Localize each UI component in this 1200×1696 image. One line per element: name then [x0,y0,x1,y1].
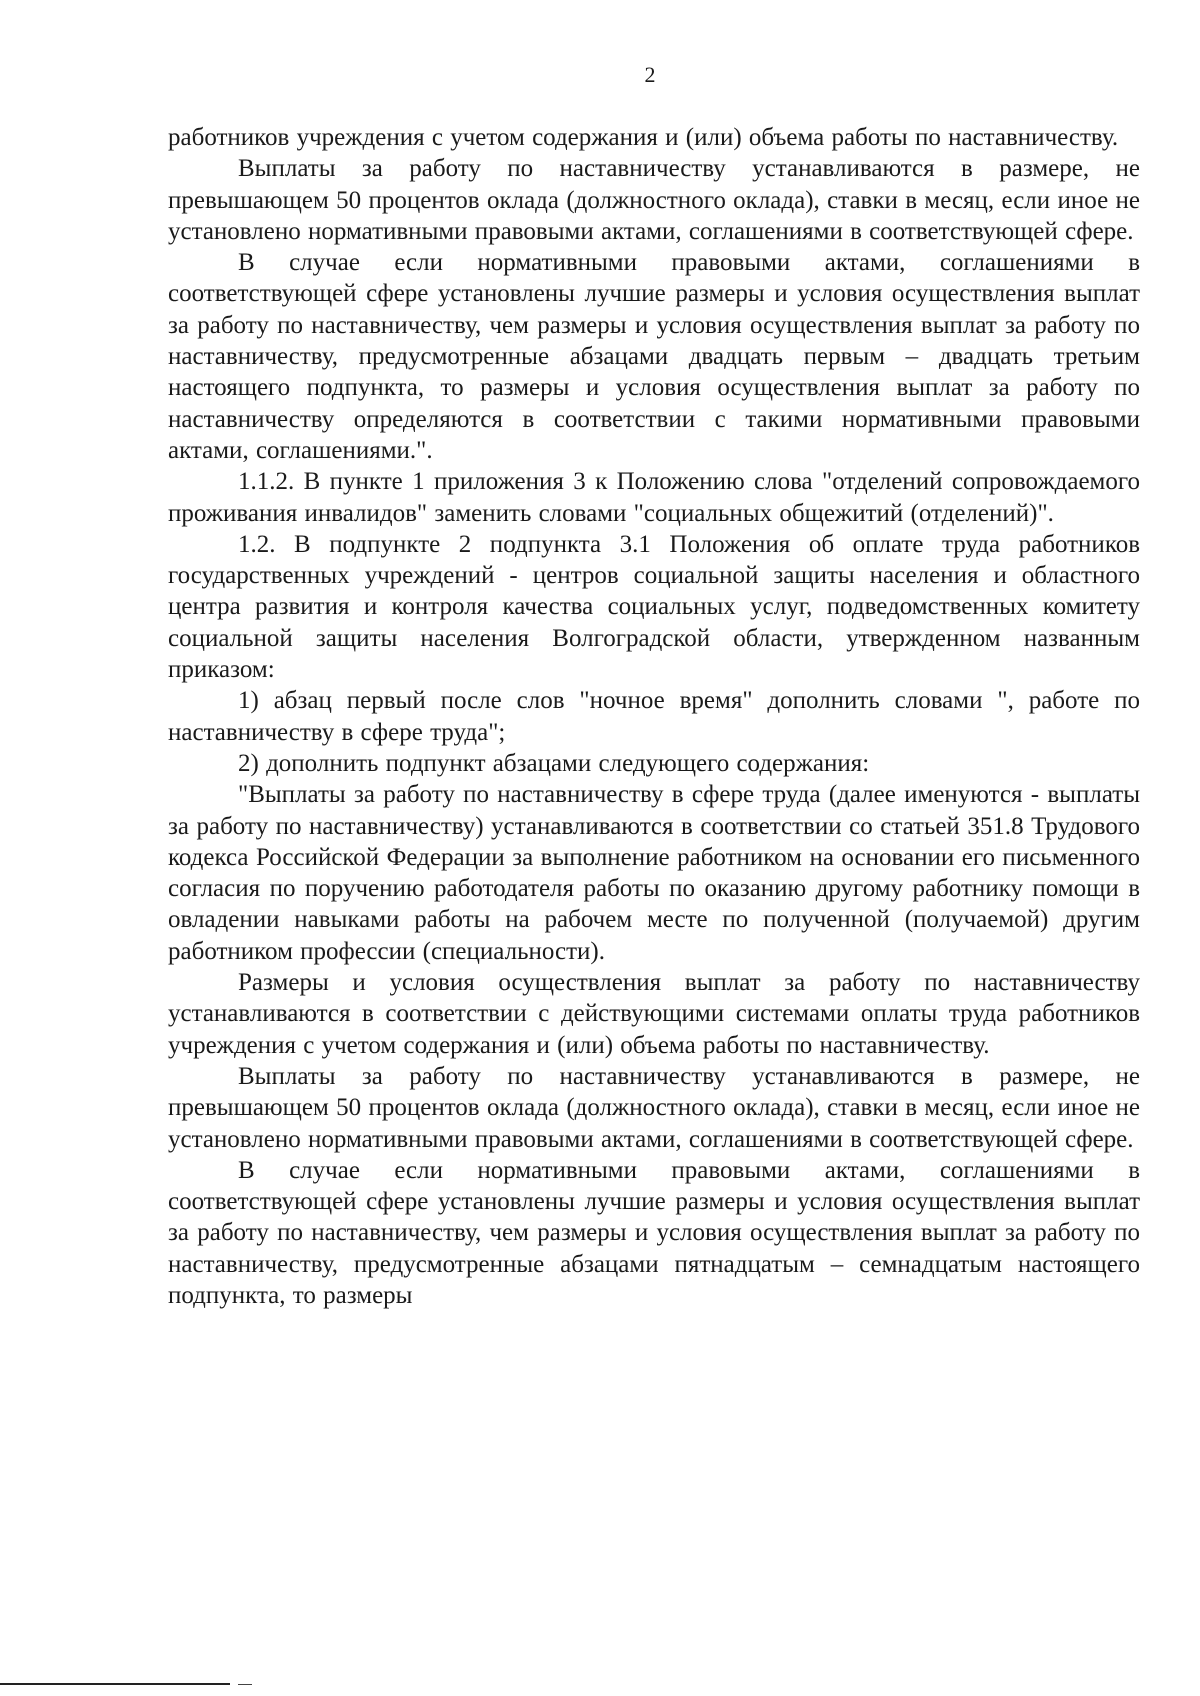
paragraph: 1.2. В подпункте 2 подпункта 3.1 Положения об оплате труда работников государственных учреждений - центров социальной защиты населения и областного центра развития и контроля качества социальных услуг, подведомственных комитету социальной защиты населения Волгоградской области, утвержденном названным приказом: [168,530,1140,684]
paragraph: Выплаты за работу по наставничеству устанавливаются в размере, не превышающем 50 процентов оклада (должностного оклада), ставки в месяц, если иное не установлено нормативными правовыми актами, соглашениями в соответствующей сфере. [168,1062,1140,1153]
paragraph: 2) дополнить подпункт абзацами следующего содержания: [238,749,870,777]
paragraph: работников учреждения с учетом содержания и (или) объема работы по наставничеству. [168,124,1119,151]
paragraph: В случае если нормативными правовыми актами, соглашениями в соответствующей сфере установлены лучшие размеры и условия осуществления выплат за работу по наставничеству, чем размеры и условия осуществления выплат за работу по наставничеству, предусмотренные абзацами пятнадцатым – семнадцатым настоящего подпункта, то размеры [168,1156,1140,1309]
document-body [168,122,1140,1311]
paragraph: Выплаты за работу по наставничеству устанавливаются в размере, не превышающем 50 процентов оклада (должностного оклада), ставки в месяц, если иное не установлено нормативными правовыми актами, соглашениями в соответствующей сфере. [168,155,1140,245]
scan-edge-line [0,1683,230,1685]
paragraph: 1.1.2. В пункте 1 приложения 3 к Положению слова "отделений сопровождаемого проживания инвалидов" заменить словами "социальных общежитий (отделений)". [168,468,1140,527]
paragraph: Размеры и условия осуществления выплат за работу по наставничеству устанавливаются в соответствии с действующими системами оплаты труда работников учреждения с учетом содержания и (или) объема работы по наставничеству. [168,969,1140,1059]
paragraph: "Выплаты за работу по наставничеству в сфере труда (далее именуются - выплаты за работу по наставничеству) устанавливаются в соответствии со статьей 351.8 Трудового кодекса Российской Федерации за выполнение работником на основании его письменного согласия по поручению работодателя работы по оказанию другому работнику помощи в овладении навыками работы на рабочем месте по полученной (получаемой) другим работником профессии (специальности). [168,781,1140,965]
paragraph: 1) абзац первый после слов "ночное время" дополнить словами ", работе по наставничеству в сфере труда"; [168,687,1140,746]
paragraph: В случае если нормативными правовыми актами, соглашениями в соответствующей сфере установлены лучшие размеры и условия осуществления выплат за работу по наставничеству, чем размеры и условия осуществления выплат за работу по наставничеству, предусмотренные абзацами двадцать первым – двадцать третьим настоящего подпункта, то размеры и условия осуществления выплат за работу по наставничеству определяются в соответствии с такими нормативными правовыми актами, соглашениями.". [168,249,1140,464]
scan-edge-mark [238,1684,252,1685]
page-number: 2 [644,62,656,87]
